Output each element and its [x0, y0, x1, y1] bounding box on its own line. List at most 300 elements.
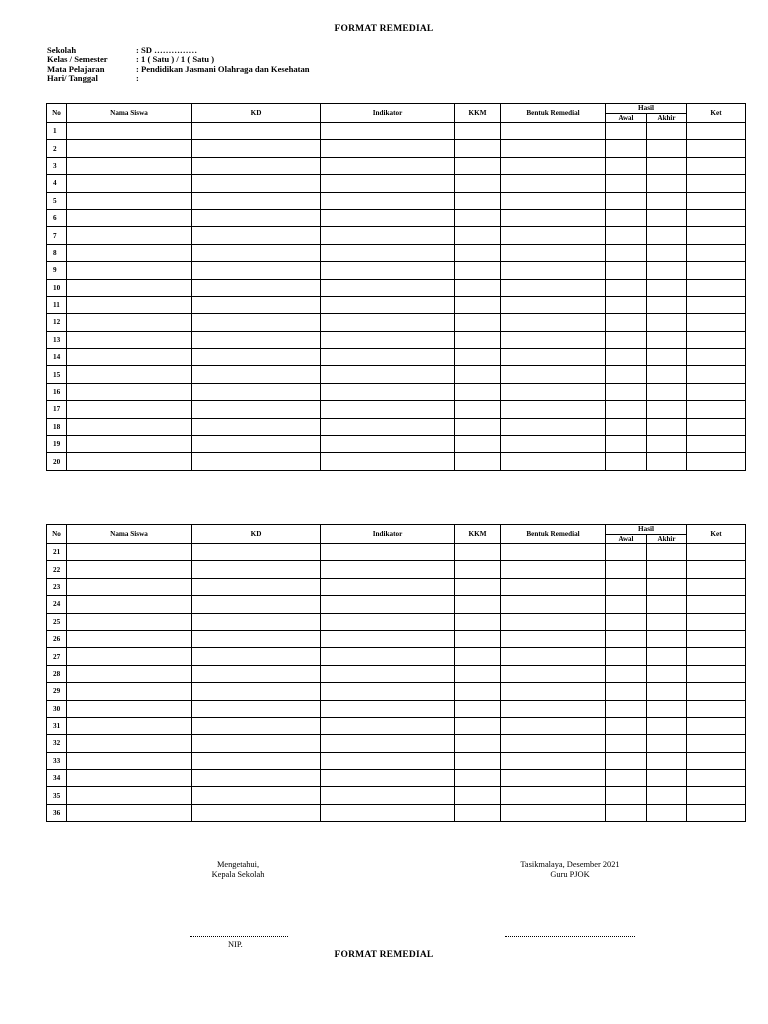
cell-bentuk-remedial[interactable] — [501, 436, 606, 453]
cell-ket[interactable] — [687, 244, 746, 261]
cell-awal[interactable] — [606, 262, 647, 279]
cell-indikator[interactable] — [321, 770, 455, 787]
cell-kd[interactable] — [192, 752, 321, 769]
cell-ket[interactable] — [687, 401, 746, 418]
cell-akhir[interactable] — [647, 296, 687, 313]
cell-ket[interactable] — [687, 717, 746, 734]
cell-kkm[interactable] — [455, 157, 501, 174]
cell-kkm[interactable] — [455, 262, 501, 279]
cell-ket[interactable] — [687, 613, 746, 630]
cell-awal[interactable] — [606, 648, 647, 665]
cell-kd[interactable] — [192, 192, 321, 209]
cell-bentuk-remedial[interactable] — [501, 140, 606, 157]
cell-awal[interactable] — [606, 717, 647, 734]
cell-akhir[interactable] — [647, 436, 687, 453]
cell-kd[interactable] — [192, 227, 321, 244]
cell-kkm[interactable] — [455, 648, 501, 665]
cell-nama-siswa[interactable] — [67, 209, 192, 226]
cell-kkm[interactable] — [455, 700, 501, 717]
cell-awal[interactable] — [606, 401, 647, 418]
cell-kkm[interactable] — [455, 175, 501, 192]
cell-akhir[interactable] — [647, 752, 687, 769]
cell-indikator[interactable] — [321, 383, 455, 400]
cell-awal[interactable] — [606, 630, 647, 647]
cell-kd[interactable] — [192, 401, 321, 418]
cell-bentuk-remedial[interactable] — [501, 561, 606, 578]
cell-akhir[interactable] — [647, 157, 687, 174]
cell-ket[interactable] — [687, 665, 746, 682]
cell-bentuk-remedial[interactable] — [501, 648, 606, 665]
cell-akhir[interactable] — [647, 700, 687, 717]
table-row — [47, 175, 746, 192]
cell-akhir[interactable] — [647, 683, 687, 700]
cell-nama-siswa[interactable] — [67, 787, 192, 804]
cell-ket[interactable] — [687, 314, 746, 331]
cell-kkm[interactable] — [455, 418, 501, 435]
cell-nama-siswa[interactable] — [67, 648, 192, 665]
cell-nama-siswa[interactable] — [67, 735, 192, 752]
cell-indikator[interactable] — [321, 157, 455, 174]
cell-kkm[interactable] — [455, 544, 501, 561]
cell-bentuk-remedial[interactable] — [501, 331, 606, 348]
cell-awal[interactable] — [606, 436, 647, 453]
cell-ket[interactable] — [687, 123, 746, 140]
cell-kkm[interactable] — [455, 349, 501, 366]
cell-kkm[interactable] — [455, 279, 501, 296]
cell-indikator[interactable] — [321, 175, 455, 192]
cell-akhir[interactable] — [647, 735, 687, 752]
cell-kd[interactable] — [192, 157, 321, 174]
cell-akhir[interactable] — [647, 418, 687, 435]
cell-nama-siswa[interactable] — [67, 436, 192, 453]
cell-kkm[interactable] — [455, 804, 501, 821]
cell-bentuk-remedial[interactable] — [501, 314, 606, 331]
cell-awal[interactable] — [606, 296, 647, 313]
cell-ket[interactable] — [687, 262, 746, 279]
cell-akhir[interactable] — [647, 279, 687, 296]
cell-nama-siswa[interactable] — [67, 262, 192, 279]
cell-nama-siswa[interactable] — [67, 314, 192, 331]
cell-akhir[interactable] — [647, 140, 687, 157]
cell-kd[interactable] — [192, 314, 321, 331]
cell-awal[interactable] — [606, 157, 647, 174]
cell-nama-siswa[interactable] — [67, 331, 192, 348]
cell-indikator[interactable] — [321, 787, 455, 804]
cell-akhir[interactable] — [647, 648, 687, 665]
cell-ket[interactable] — [687, 752, 746, 769]
cell-awal[interactable] — [606, 453, 647, 470]
cell-ket[interactable] — [687, 349, 746, 366]
cell-bentuk-remedial[interactable] — [501, 596, 606, 613]
cell-indikator[interactable] — [321, 349, 455, 366]
cell-awal[interactable] — [606, 418, 647, 435]
cell-awal[interactable] — [606, 735, 647, 752]
cell-ket[interactable] — [687, 331, 746, 348]
cell-indikator[interactable] — [321, 331, 455, 348]
cell-bentuk-remedial[interactable] — [501, 262, 606, 279]
cell-bentuk-remedial[interactable] — [501, 123, 606, 140]
cell-nama-siswa[interactable] — [67, 123, 192, 140]
cell-bentuk-remedial[interactable] — [501, 453, 606, 470]
cell-kd[interactable] — [192, 561, 321, 578]
cell-indikator[interactable] — [321, 683, 455, 700]
cell-nama-siswa[interactable] — [67, 349, 192, 366]
cell-kd[interactable] — [192, 349, 321, 366]
cell-nama-siswa[interactable] — [67, 700, 192, 717]
cell-bentuk-remedial[interactable] — [501, 787, 606, 804]
cell-akhir[interactable] — [647, 366, 687, 383]
cell-bentuk-remedial[interactable] — [501, 418, 606, 435]
cell-indikator[interactable] — [321, 262, 455, 279]
cell-nama-siswa[interactable] — [67, 453, 192, 470]
cell-indikator[interactable] — [321, 123, 455, 140]
cell-indikator[interactable] — [321, 279, 455, 296]
cell-akhir[interactable] — [647, 665, 687, 682]
cell-bentuk-remedial[interactable] — [501, 401, 606, 418]
cell-kd[interactable] — [192, 331, 321, 348]
cell-kd[interactable] — [192, 717, 321, 734]
cell-ket[interactable] — [687, 175, 746, 192]
cell-awal[interactable] — [606, 613, 647, 630]
cell-nama-siswa[interactable] — [67, 366, 192, 383]
cell-akhir[interactable] — [647, 804, 687, 821]
cell-awal[interactable] — [606, 123, 647, 140]
cell-nama-siswa[interactable] — [67, 613, 192, 630]
cell-ket[interactable] — [687, 227, 746, 244]
cell-nama-siswa[interactable] — [67, 683, 192, 700]
cell-ket[interactable] — [687, 596, 746, 613]
cell-kd[interactable] — [192, 296, 321, 313]
info-label: Mata Pelajaran — [47, 63, 105, 74]
cell-kd[interactable] — [192, 123, 321, 140]
cell-indikator[interactable] — [321, 613, 455, 630]
cell-ket[interactable] — [687, 436, 746, 453]
cell-indikator[interactable] — [321, 648, 455, 665]
cell-indikator[interactable] — [321, 752, 455, 769]
cell-awal[interactable] — [606, 349, 647, 366]
cell-bentuk-remedial[interactable] — [501, 366, 606, 383]
cell-kd[interactable] — [192, 383, 321, 400]
cell-kkm[interactable] — [455, 123, 501, 140]
cell-kkm[interactable] — [455, 453, 501, 470]
table-row — [47, 630, 746, 647]
cell-akhir[interactable] — [647, 175, 687, 192]
cell-indikator[interactable] — [321, 209, 455, 226]
cell-bentuk-remedial[interactable] — [501, 613, 606, 630]
cell-akhir[interactable] — [647, 561, 687, 578]
cell-kkm[interactable] — [455, 436, 501, 453]
cell-bentuk-remedial[interactable] — [501, 804, 606, 821]
cell-bentuk-remedial[interactable] — [501, 700, 606, 717]
cell-indikator[interactable] — [321, 314, 455, 331]
cell-akhir[interactable] — [647, 383, 687, 400]
cell-awal[interactable] — [606, 314, 647, 331]
cell-akhir[interactable] — [647, 596, 687, 613]
cell-awal[interactable] — [606, 544, 647, 561]
cell-ket[interactable] — [687, 544, 746, 561]
cell-bentuk-remedial[interactable] — [501, 752, 606, 769]
cell-kkm[interactable] — [455, 366, 501, 383]
cell-kkm[interactable] — [455, 244, 501, 261]
cell-awal[interactable] — [606, 787, 647, 804]
cell-akhir[interactable] — [647, 578, 687, 595]
cell-ket[interactable] — [687, 418, 746, 435]
table-row — [47, 279, 746, 296]
cell-nama-siswa[interactable] — [67, 804, 192, 821]
cell-awal[interactable] — [606, 331, 647, 348]
cell-kd[interactable] — [192, 700, 321, 717]
cell-nama-siswa[interactable] — [67, 561, 192, 578]
cell-kkm[interactable] — [455, 401, 501, 418]
cell-ket[interactable] — [687, 157, 746, 174]
cell-awal[interactable] — [606, 279, 647, 296]
cell-indikator[interactable] — [321, 453, 455, 470]
cell-kd[interactable] — [192, 209, 321, 226]
cell-kd[interactable] — [192, 683, 321, 700]
cell-indikator[interactable] — [321, 630, 455, 647]
cell-kd[interactable] — [192, 735, 321, 752]
cell-bentuk-remedial[interactable] — [501, 157, 606, 174]
cell-kkm[interactable] — [455, 717, 501, 734]
cell-akhir[interactable] — [647, 227, 687, 244]
cell-ket[interactable] — [687, 630, 746, 647]
cell-akhir[interactable] — [647, 349, 687, 366]
cell-kkm[interactable] — [455, 296, 501, 313]
cell-akhir[interactable] — [647, 787, 687, 804]
cell-awal[interactable] — [606, 383, 647, 400]
cell-nama-siswa[interactable] — [67, 296, 192, 313]
cell-awal[interactable] — [606, 752, 647, 769]
cell-akhir[interactable] — [647, 262, 687, 279]
cell-nama-siswa[interactable] — [67, 665, 192, 682]
cell-indikator[interactable] — [321, 192, 455, 209]
cell-bentuk-remedial[interactable] — [501, 175, 606, 192]
cell-awal[interactable] — [606, 804, 647, 821]
cell-kkm[interactable] — [455, 561, 501, 578]
cell-indikator[interactable] — [321, 296, 455, 313]
row-number: 3 — [47, 157, 67, 174]
cell-kd[interactable] — [192, 665, 321, 682]
cell-bentuk-remedial[interactable] — [501, 717, 606, 734]
cell-kd[interactable] — [192, 366, 321, 383]
cell-nama-siswa[interactable] — [67, 192, 192, 209]
cell-ket[interactable] — [687, 192, 746, 209]
cell-nama-siswa[interactable] — [67, 227, 192, 244]
cell-ket[interactable] — [687, 279, 746, 296]
cell-indikator[interactable] — [321, 544, 455, 561]
cell-kd[interactable] — [192, 804, 321, 821]
cell-ket[interactable] — [687, 804, 746, 821]
cell-bentuk-remedial[interactable] — [501, 665, 606, 682]
table-row — [47, 561, 746, 578]
cell-kkm[interactable] — [455, 192, 501, 209]
cell-awal[interactable] — [606, 578, 647, 595]
cell-nama-siswa[interactable] — [67, 752, 192, 769]
cell-indikator[interactable] — [321, 700, 455, 717]
cell-awal[interactable] — [606, 596, 647, 613]
cell-kd[interactable] — [192, 279, 321, 296]
cell-nama-siswa[interactable] — [67, 244, 192, 261]
cell-kd[interactable] — [192, 140, 321, 157]
cell-kd[interactable] — [192, 544, 321, 561]
cell-bentuk-remedial[interactable] — [501, 578, 606, 595]
cell-indikator[interactable] — [321, 401, 455, 418]
row-number: 17 — [47, 401, 67, 418]
cell-kd[interactable] — [192, 578, 321, 595]
cell-indikator[interactable] — [321, 578, 455, 595]
cell-akhir[interactable] — [647, 544, 687, 561]
cell-kd[interactable] — [192, 244, 321, 261]
cell-akhir[interactable] — [647, 630, 687, 647]
cell-nama-siswa[interactable] — [67, 544, 192, 561]
cell-bentuk-remedial[interactable] — [501, 279, 606, 296]
table-row — [47, 700, 746, 717]
cell-indikator[interactable] — [321, 366, 455, 383]
cell-awal[interactable] — [606, 366, 647, 383]
cell-akhir[interactable] — [647, 770, 687, 787]
cell-bentuk-remedial[interactable] — [501, 209, 606, 226]
cell-awal[interactable] — [606, 192, 647, 209]
cell-nama-siswa[interactable] — [67, 157, 192, 174]
cell-kkm[interactable] — [455, 683, 501, 700]
cell-indikator[interactable] — [321, 596, 455, 613]
cell-akhir[interactable] — [647, 453, 687, 470]
cell-akhir[interactable] — [647, 123, 687, 140]
cell-kkm[interactable] — [455, 209, 501, 226]
cell-kd[interactable] — [192, 175, 321, 192]
cell-ket[interactable] — [687, 561, 746, 578]
cell-kkm[interactable] — [455, 613, 501, 630]
cell-kd[interactable] — [192, 418, 321, 435]
cell-akhir[interactable] — [647, 209, 687, 226]
cell-awal[interactable] — [606, 561, 647, 578]
cell-kkm[interactable] — [455, 770, 501, 787]
cell-kd[interactable] — [192, 436, 321, 453]
cell-ket[interactable] — [687, 209, 746, 226]
cell-nama-siswa[interactable] — [67, 279, 192, 296]
cell-nama-siswa[interactable] — [67, 418, 192, 435]
cell-awal[interactable] — [606, 209, 647, 226]
cell-kd[interactable] — [192, 648, 321, 665]
cell-nama-siswa[interactable] — [67, 630, 192, 647]
cell-indikator[interactable] — [321, 804, 455, 821]
cell-nama-siswa[interactable] — [67, 140, 192, 157]
row-number: 6 — [47, 209, 67, 226]
cell-awal[interactable] — [606, 244, 647, 261]
cell-akhir[interactable] — [647, 192, 687, 209]
cell-ket[interactable] — [687, 648, 746, 665]
cell-ket[interactable] — [687, 383, 746, 400]
cell-kd[interactable] — [192, 787, 321, 804]
cell-awal[interactable] — [606, 770, 647, 787]
cell-kkm[interactable] — [455, 383, 501, 400]
cell-akhir[interactable] — [647, 331, 687, 348]
cell-kkm[interactable] — [455, 227, 501, 244]
cell-akhir[interactable] — [647, 717, 687, 734]
cell-bentuk-remedial[interactable] — [501, 244, 606, 261]
cell-bentuk-remedial[interactable] — [501, 630, 606, 647]
cell-kkm[interactable] — [455, 665, 501, 682]
header-ket: Ket — [687, 104, 746, 123]
cell-indikator[interactable] — [321, 140, 455, 157]
cell-kkm[interactable] — [455, 752, 501, 769]
cell-kd[interactable] — [192, 596, 321, 613]
cell-indikator[interactable] — [321, 227, 455, 244]
cell-awal[interactable] — [606, 175, 647, 192]
cell-nama-siswa[interactable] — [67, 770, 192, 787]
cell-ket[interactable] — [687, 700, 746, 717]
cell-ket[interactable] — [687, 683, 746, 700]
cell-indikator[interactable] — [321, 717, 455, 734]
cell-kkm[interactable] — [455, 596, 501, 613]
cell-bentuk-remedial[interactable] — [501, 735, 606, 752]
cell-ket[interactable] — [687, 140, 746, 157]
cell-awal[interactable] — [606, 683, 647, 700]
cell-bentuk-remedial[interactable] — [501, 683, 606, 700]
cell-akhir[interactable] — [647, 613, 687, 630]
cell-bentuk-remedial[interactable] — [501, 296, 606, 313]
cell-ket[interactable] — [687, 578, 746, 595]
cell-nama-siswa[interactable] — [67, 717, 192, 734]
cell-akhir[interactable] — [647, 244, 687, 261]
cell-akhir[interactable] — [647, 314, 687, 331]
cell-ket[interactable] — [687, 735, 746, 752]
cell-awal[interactable] — [606, 227, 647, 244]
cell-indikator[interactable] — [321, 436, 455, 453]
cell-ket[interactable] — [687, 770, 746, 787]
cell-awal[interactable] — [606, 700, 647, 717]
cell-indikator[interactable] — [321, 244, 455, 261]
cell-awal[interactable] — [606, 140, 647, 157]
cell-nama-siswa[interactable] — [67, 596, 192, 613]
cell-nama-siswa[interactable] — [67, 401, 192, 418]
cell-kkm[interactable] — [455, 787, 501, 804]
cell-kkm[interactable] — [455, 578, 501, 595]
row-number: 27 — [47, 648, 67, 665]
cell-nama-siswa[interactable] — [67, 578, 192, 595]
cell-indikator[interactable] — [321, 735, 455, 752]
cell-bentuk-remedial[interactable] — [501, 227, 606, 244]
cell-kd[interactable] — [192, 613, 321, 630]
cell-kd[interactable] — [192, 453, 321, 470]
cell-kd[interactable] — [192, 630, 321, 647]
cell-akhir[interactable] — [647, 401, 687, 418]
cell-indikator[interactable] — [321, 665, 455, 682]
cell-ket[interactable] — [687, 366, 746, 383]
row-number: 10 — [47, 279, 67, 296]
cell-kkm[interactable] — [455, 331, 501, 348]
cell-nama-siswa[interactable] — [67, 383, 192, 400]
cell-awal[interactable] — [606, 665, 647, 682]
cell-kkm[interactable] — [455, 314, 501, 331]
cell-ket[interactable] — [687, 787, 746, 804]
cell-indikator[interactable] — [321, 561, 455, 578]
cell-indikator[interactable] — [321, 418, 455, 435]
cell-kkm[interactable] — [455, 735, 501, 752]
cell-ket[interactable] — [687, 296, 746, 313]
cell-bentuk-remedial[interactable] — [501, 383, 606, 400]
cell-kkm[interactable] — [455, 630, 501, 647]
cell-bentuk-remedial[interactable] — [501, 349, 606, 366]
cell-bentuk-remedial[interactable] — [501, 544, 606, 561]
cell-bentuk-remedial[interactable] — [501, 770, 606, 787]
cell-kkm[interactable] — [455, 140, 501, 157]
cell-ket[interactable] — [687, 453, 746, 470]
cell-nama-siswa[interactable] — [67, 175, 192, 192]
cell-bentuk-remedial[interactable] — [501, 192, 606, 209]
cell-kd[interactable] — [192, 262, 321, 279]
cell-kd[interactable] — [192, 770, 321, 787]
